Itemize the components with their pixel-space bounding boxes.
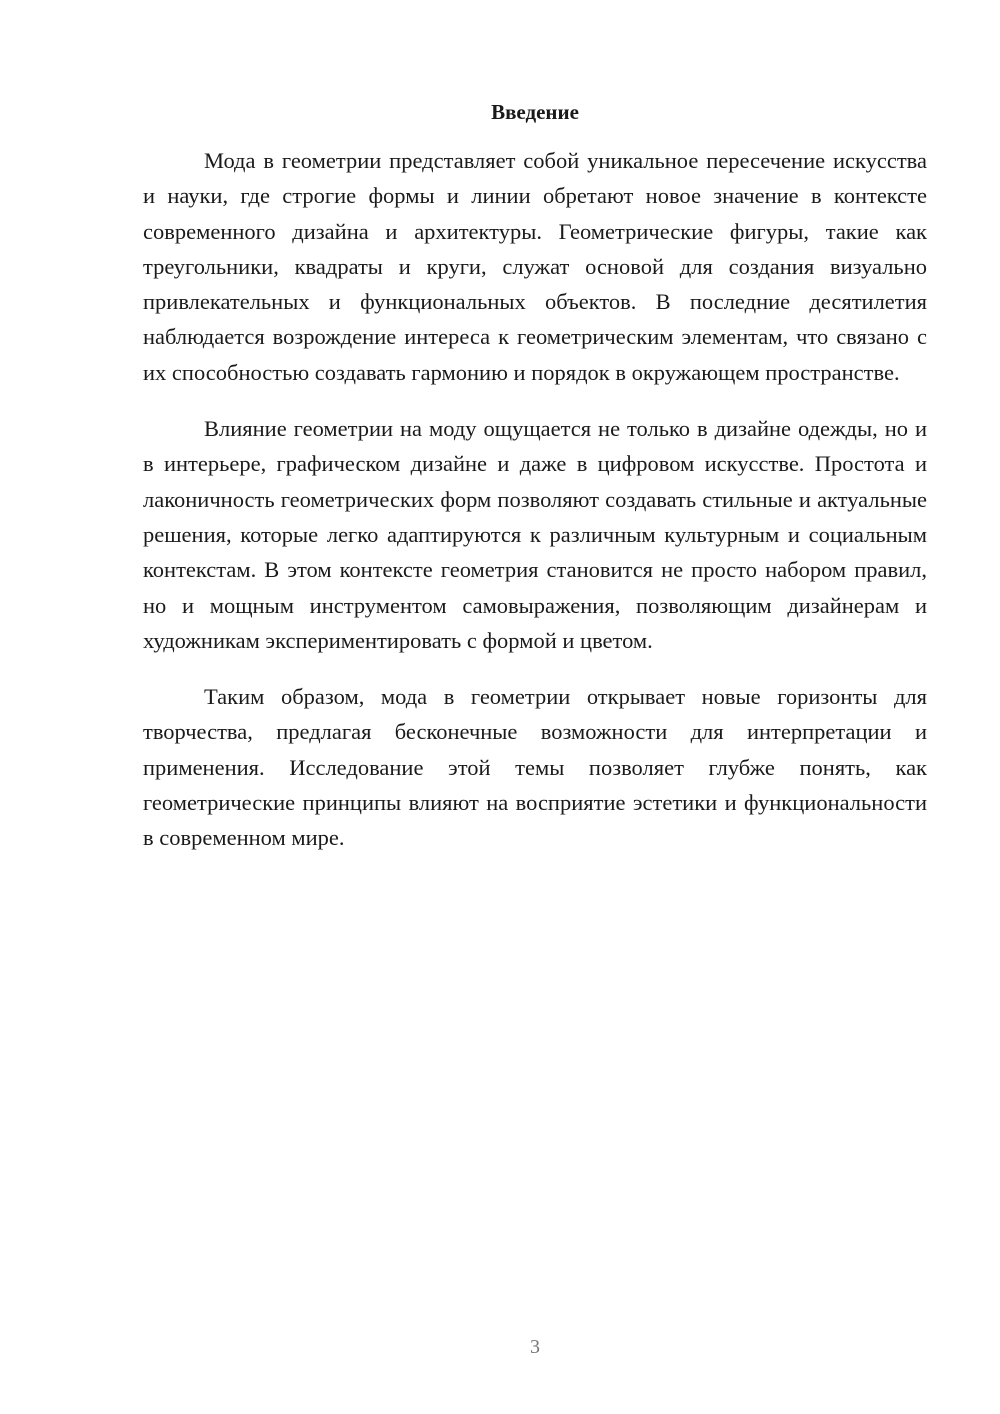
page-number: 3: [530, 1336, 540, 1358]
paragraph-3: Таким образом, мода в геометрии открывает новые горизонты для творчества, предлагая бесконечные возможности для интерпретации и применения. Исследование этой темы позволяет глубже понять, как геометрические принципы влияют на восприятие эстетики и функциональности в современном мире.: [143, 684, 927, 851]
paragraph-2: Влияние геометрии на моду ощущается не только в дизайне одежды, но и в интерьере, графическом дизайне и даже в цифровом искусстве. Простота и лаконичность геометрических форм позволяют создавать стильные и актуальные решения, которые легко адаптируются к различным культурным и социальным контекстам. В этом контексте геометрия становится не просто набором правил, но и мощным инструментом самовыражения, позволяющим дизайнерам и художникам экспериментировать с формой и цветом.: [143, 416, 927, 653]
paragraph-1: Мода в геометрии представляет собой уникальное пересечение искусства и науки, где строгие формы и линии обретают новое значение в контексте современного дизайна и архитектуры. Геометрические фигуры, такие как треугольники, квадраты и круги, служат основой для создания визуально привлекательных и функциональных объектов. В последние десятилетия наблюдается возрождение интереса к геометрическим элементам, что связано с их способностью создавать гармонию и порядок в окружающем пространстве.: [143, 148, 927, 385]
section-title: Введение: [491, 100, 579, 124]
body-text: [143, 143, 927, 877]
